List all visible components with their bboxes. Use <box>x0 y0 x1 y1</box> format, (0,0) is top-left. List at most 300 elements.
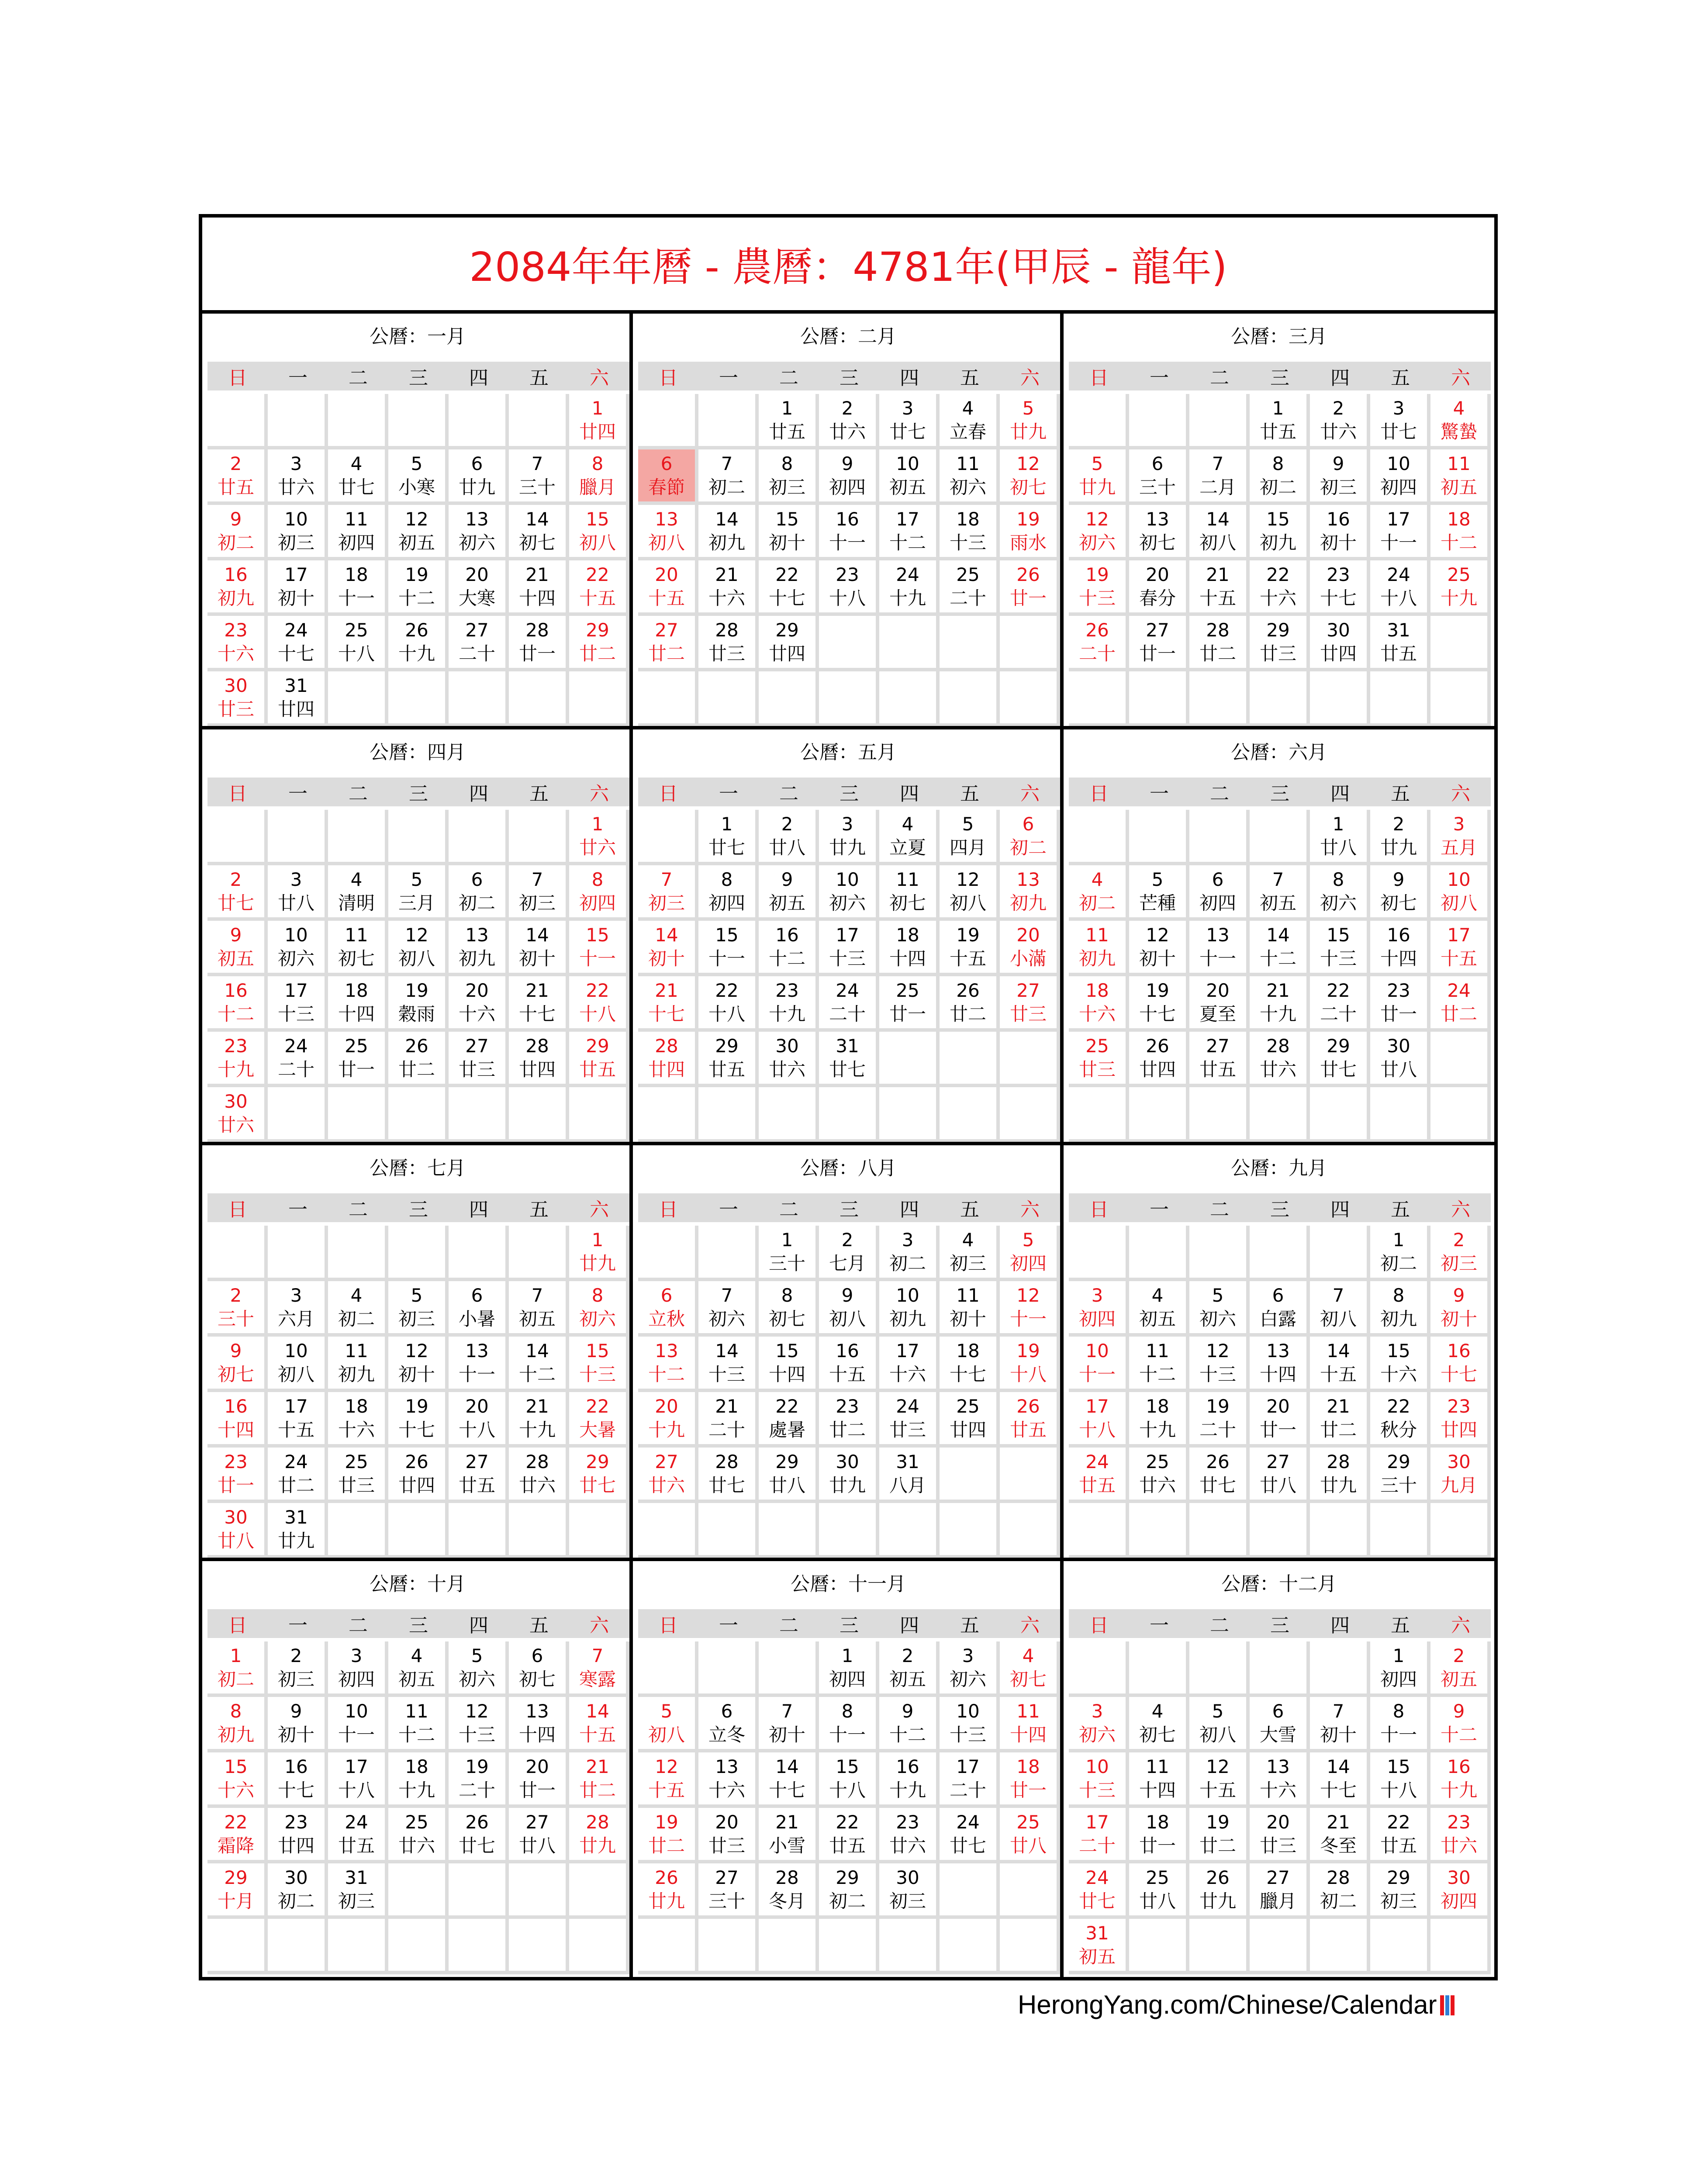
day-cell <box>1189 505 1250 560</box>
solar-day: 14 <box>1206 508 1230 530</box>
lunar-day: 初七 <box>1009 476 1047 498</box>
solar-day: 7 <box>531 868 543 890</box>
lunar-day: 初三 <box>277 532 314 553</box>
lunar-day: 初七 <box>1139 1724 1176 1745</box>
solar-day: 2 <box>841 1229 853 1251</box>
day-cell <box>388 616 449 671</box>
weekday-label: 一 <box>1150 1614 1169 1637</box>
day-cell <box>1000 810 1060 865</box>
solar-day: 14 <box>715 1340 739 1362</box>
lunar-day: 初四 <box>1009 1252 1047 1274</box>
solar-day: 26 <box>655 1866 678 1888</box>
lunar-day: 初二 <box>338 1308 375 1330</box>
lunar-day: 雨水 <box>1009 532 1047 553</box>
empty-cell <box>819 616 879 671</box>
empty-cell <box>449 1863 509 1919</box>
lunar-day: 初八 <box>648 1724 685 1745</box>
solar-day: 9 <box>230 1340 242 1362</box>
solar-day: 14 <box>1266 924 1290 946</box>
weekday-label: 三 <box>409 1614 428 1637</box>
solar-day: 18 <box>956 1340 980 1362</box>
empty-cell <box>940 1448 1000 1503</box>
day-cell <box>1250 394 1310 449</box>
solar-day: 11 <box>956 453 980 474</box>
day-cell <box>1129 1392 1189 1448</box>
solar-day: 24 <box>284 1035 308 1057</box>
solar-day: 18 <box>1146 1395 1169 1417</box>
lunar-day: 初四 <box>579 892 616 914</box>
day-cell <box>388 1448 449 1503</box>
lunar-day: 廿二 <box>949 1003 986 1025</box>
solar-day: 12 <box>1206 1340 1230 1362</box>
day-cell <box>819 1392 879 1448</box>
solar-day: 22 <box>586 563 609 585</box>
solar-day: 8 <box>1332 868 1344 890</box>
day-cell <box>1129 449 1189 505</box>
lunar-day: 十九 <box>1139 1419 1176 1441</box>
lunar-day: 二十 <box>949 1779 986 1801</box>
day-cell <box>940 1752 1000 1808</box>
lunar-day: 廿一 <box>338 1058 375 1080</box>
solar-day: 17 <box>836 924 859 946</box>
weekday-label: 二 <box>1210 1614 1229 1637</box>
lunar-day: 初四 <box>829 476 866 498</box>
lunar-day: 初八 <box>829 1308 866 1330</box>
solar-day: 15 <box>586 508 609 530</box>
day-cell <box>388 1697 449 1752</box>
solar-day: 4 <box>1151 1284 1164 1306</box>
day-cell <box>698 1337 759 1392</box>
empty-cell <box>569 1087 629 1143</box>
empty-cell <box>207 1919 268 1974</box>
solar-day: 28 <box>1327 1866 1350 1888</box>
solar-day: 13 <box>1206 924 1230 946</box>
day-cell <box>879 1641 940 1697</box>
lunar-day: 二十 <box>949 587 986 609</box>
lunar-day: 初八 <box>1199 1724 1236 1745</box>
lunar-day: 初三 <box>1320 476 1357 498</box>
lunar-day: 十五 <box>579 1724 616 1745</box>
solar-day: 21 <box>1327 1811 1350 1833</box>
day-cell <box>1310 560 1370 616</box>
solar-day: 18 <box>1447 508 1471 530</box>
weekday-label: 日 <box>1089 1614 1109 1637</box>
solar-day: 3 <box>841 813 853 835</box>
lunar-day: 初二 <box>1380 1252 1417 1274</box>
lunar-day: 初二 <box>1009 836 1047 858</box>
lunar-day: 十六 <box>1078 1003 1116 1025</box>
solar-day: 14 <box>1327 1755 1350 1777</box>
day-cell <box>1129 921 1189 976</box>
day-grid <box>638 1226 1060 1559</box>
day-cell <box>940 921 1000 976</box>
lunar-day: 初八 <box>1440 892 1477 914</box>
solar-day: 19 <box>405 979 428 1001</box>
empty-cell <box>328 1087 388 1143</box>
empty-cell <box>1250 810 1310 865</box>
solar-day: 26 <box>1206 1451 1230 1472</box>
day-cell <box>388 1808 449 1863</box>
solar-day: 2 <box>290 1645 302 1666</box>
lunar-day: 廿八 <box>768 1474 805 1496</box>
weekday-label: 四 <box>900 783 919 805</box>
solar-day: 29 <box>586 619 609 641</box>
empty-cell <box>1129 394 1189 449</box>
solar-day: 9 <box>230 508 242 530</box>
lunar-day: 初七 <box>217 1363 254 1385</box>
empty-cell <box>1189 394 1250 449</box>
empty-cell <box>509 1919 569 1974</box>
lunar-day: 十月 <box>217 1890 254 1912</box>
lunar-day: 十二 <box>398 1724 435 1745</box>
weekday-label: 六 <box>590 1614 609 1637</box>
solar-day: 14 <box>586 1700 609 1722</box>
solar-day: 21 <box>1206 563 1230 585</box>
empty-cell <box>638 1641 698 1697</box>
lunar-day: 廿五 <box>1009 1419 1047 1441</box>
solar-day: 24 <box>345 1811 368 1833</box>
lunar-day: 五月 <box>1440 836 1477 858</box>
day-cell <box>1310 1697 1370 1752</box>
day-cell <box>1189 1032 1250 1087</box>
day-cell <box>268 1697 328 1752</box>
solar-day: 1 <box>591 813 604 835</box>
lunar-day: 十二 <box>1440 532 1477 553</box>
lunar-day: 廿八 <box>217 1530 254 1552</box>
day-cell <box>509 505 569 560</box>
day-cell <box>207 1337 268 1392</box>
empty-cell <box>388 810 449 865</box>
day-cell <box>1370 449 1430 505</box>
weekday-header <box>1069 778 1491 806</box>
day-cell <box>449 505 509 560</box>
empty-cell <box>698 1503 759 1559</box>
day-cell <box>1129 1863 1189 1919</box>
day-cell <box>940 394 1000 449</box>
solar-day: 24 <box>896 563 919 585</box>
day-cell <box>879 1392 940 1448</box>
empty-cell <box>1129 1503 1189 1559</box>
day-cell <box>638 505 698 560</box>
lunar-day: 十一 <box>829 1724 866 1745</box>
lunar-day: 十九 <box>1440 587 1477 609</box>
solar-day: 16 <box>1387 924 1410 946</box>
day-cell <box>1430 1752 1491 1808</box>
day-cell <box>1310 976 1370 1032</box>
solar-day: 28 <box>586 1811 609 1833</box>
solar-day: 29 <box>715 1035 739 1057</box>
solar-day: 25 <box>1146 1451 1169 1472</box>
weekday-header <box>1069 362 1491 390</box>
day-cell <box>1430 394 1491 449</box>
lunar-day: 十二 <box>1440 1724 1477 1745</box>
solar-day: 15 <box>1266 508 1290 530</box>
lunar-day: 二十 <box>277 1058 314 1080</box>
lunar-day: 七月 <box>829 1252 866 1274</box>
solar-day: 20 <box>465 979 489 1001</box>
lunar-day: 初七 <box>889 892 926 914</box>
empty-cell <box>509 1087 569 1143</box>
lunar-day: 廿三 <box>338 1474 375 1496</box>
solar-day: 23 <box>224 619 248 641</box>
day-cell <box>268 1337 328 1392</box>
weekday-label: 二 <box>349 1199 368 1221</box>
solar-day: 25 <box>1146 1866 1169 1888</box>
day-cell <box>1069 449 1129 505</box>
lunar-day: 二十 <box>1199 1419 1236 1441</box>
solar-day: 8 <box>1392 1284 1405 1306</box>
solar-day: 8 <box>781 1284 793 1306</box>
empty-cell <box>759 1641 819 1697</box>
lunar-day: 初二 <box>277 1890 314 1912</box>
solar-day: 11 <box>1016 1700 1040 1722</box>
day-cell <box>1189 921 1250 976</box>
lunar-day: 立夏 <box>889 836 926 858</box>
lunar-day: 廿九 <box>829 836 866 858</box>
day-cell <box>449 1281 509 1337</box>
solar-day: 28 <box>525 619 549 641</box>
lunar-day: 初九 <box>1259 532 1296 553</box>
lunar-day: 初八 <box>398 947 435 969</box>
weekday-label: 三 <box>409 1199 428 1221</box>
day-cell <box>207 1697 268 1752</box>
lunar-day: 冬月 <box>768 1890 805 1912</box>
solar-day: 15 <box>775 508 799 530</box>
day-cell <box>1250 505 1310 560</box>
day-cell <box>328 1448 388 1503</box>
lunar-day: 十六 <box>1380 1363 1417 1385</box>
weekday-label: 一 <box>719 783 738 805</box>
empty-cell <box>388 1503 449 1559</box>
solar-day: 17 <box>284 979 308 1001</box>
day-cell <box>388 1752 449 1808</box>
weekday-label: 五 <box>960 367 979 389</box>
lunar-day: 初六 <box>579 1308 616 1330</box>
empty-cell <box>1000 671 1060 727</box>
lunar-day: 二月 <box>1199 476 1236 498</box>
day-cell <box>207 1087 268 1143</box>
empty-cell <box>1250 1919 1310 1974</box>
lunar-day: 廿九 <box>829 1474 866 1496</box>
weekday-label: 五 <box>1391 367 1410 389</box>
day-cell <box>819 1697 879 1752</box>
day-cell <box>759 865 819 921</box>
solar-day: 7 <box>1212 453 1224 474</box>
solar-day: 1 <box>1392 1645 1405 1666</box>
row-divider <box>202 1142 1494 1145</box>
lunar-day: 初四 <box>1440 1890 1477 1912</box>
solar-day: 1 <box>841 1645 853 1666</box>
empty-cell <box>569 1863 629 1919</box>
day-cell <box>509 1752 569 1808</box>
solar-day: 17 <box>1085 1811 1109 1833</box>
day-cell <box>1370 1863 1430 1919</box>
lunar-day: 廿九 <box>458 476 495 498</box>
day-cell <box>328 560 388 616</box>
empty-cell <box>207 1226 268 1281</box>
lunar-day: 初六 <box>277 947 314 969</box>
day-cell <box>1069 865 1129 921</box>
month-block <box>202 1561 633 1977</box>
solar-day: 18 <box>896 924 919 946</box>
empty-cell <box>1069 1641 1129 1697</box>
day-cell <box>879 921 940 976</box>
solar-day: 24 <box>284 1451 308 1472</box>
lunar-day: 初二 <box>217 532 254 553</box>
day-cell <box>1430 560 1491 616</box>
lunar-day: 廿八 <box>768 836 805 858</box>
day-cell <box>1129 505 1189 560</box>
solar-day: 29 <box>775 619 799 641</box>
day-cell <box>1000 560 1060 616</box>
day-cell <box>940 1337 1000 1392</box>
day-cell <box>207 1448 268 1503</box>
solar-day: 2 <box>1392 813 1405 835</box>
day-cell <box>1000 505 1060 560</box>
lunar-day: 初四 <box>708 892 745 914</box>
lunar-day: 初七 <box>1380 892 1417 914</box>
weekday-label: 三 <box>840 1199 859 1221</box>
lunar-day: 大暑 <box>579 1419 616 1441</box>
day-cell <box>207 1641 268 1697</box>
day-cell <box>1310 616 1370 671</box>
day-cell <box>207 505 268 560</box>
solar-day: 18 <box>1016 1755 1040 1777</box>
weekday-label: 三 <box>409 783 428 805</box>
lunar-day: 初三 <box>398 1308 435 1330</box>
solar-day: 28 <box>775 1866 799 1888</box>
solar-day: 6 <box>721 1700 733 1722</box>
solar-day: 17 <box>284 563 308 585</box>
solar-day: 27 <box>1146 619 1169 641</box>
day-cell <box>268 921 328 976</box>
day-cell <box>1129 1752 1189 1808</box>
day-cell <box>1000 976 1060 1032</box>
lunar-day: 十七 <box>768 1779 805 1801</box>
weekday-label: 日 <box>659 1199 678 1221</box>
day-cell <box>1189 1697 1250 1752</box>
solar-day: 21 <box>525 563 549 585</box>
solar-day: 4 <box>962 1229 974 1251</box>
day-cell <box>759 1863 819 1919</box>
day-cell <box>1000 1641 1060 1697</box>
lunar-day: 十三 <box>949 1724 986 1745</box>
solar-day: 10 <box>284 924 308 946</box>
weekday-label: 一 <box>719 1199 738 1221</box>
solar-day: 6 <box>660 1284 673 1306</box>
solar-day: 27 <box>715 1866 739 1888</box>
lunar-day: 初九 <box>338 1363 375 1385</box>
lunar-day: 二十 <box>1320 1003 1357 1025</box>
lunar-day: 初二 <box>829 1890 866 1912</box>
solar-day: 26 <box>465 1811 489 1833</box>
day-cell <box>388 1032 449 1087</box>
day-cell <box>940 1226 1000 1281</box>
empty-cell <box>268 1919 328 1974</box>
lunar-day: 初五 <box>1259 892 1296 914</box>
empty-cell <box>698 1226 759 1281</box>
day-cell <box>940 1808 1000 1863</box>
solar-day: 27 <box>655 619 678 641</box>
solar-day: 30 <box>1447 1451 1471 1472</box>
solar-day: 10 <box>1447 868 1471 890</box>
day-cell <box>698 449 759 505</box>
solar-day: 19 <box>405 1395 428 1417</box>
solar-day: 27 <box>655 1451 678 1472</box>
lunar-day: 小暑 <box>458 1308 495 1330</box>
day-cell <box>268 560 328 616</box>
day-cell <box>449 1808 509 1863</box>
lunar-day: 初六 <box>949 476 986 498</box>
weekday-label: 六 <box>1451 367 1470 389</box>
solar-day: 5 <box>411 868 423 890</box>
empty-cell <box>1430 671 1491 727</box>
day-cell <box>638 1752 698 1808</box>
day-cell <box>1000 1808 1060 1863</box>
solar-day: 28 <box>525 1035 549 1057</box>
empty-cell <box>638 1087 698 1143</box>
solar-day: 30 <box>1327 619 1350 641</box>
lunar-day: 初四 <box>1380 476 1417 498</box>
day-cell <box>1430 865 1491 921</box>
solar-day: 6 <box>1272 1700 1284 1722</box>
lunar-day: 廿二 <box>1199 1835 1236 1856</box>
empty-cell <box>569 1503 629 1559</box>
day-cell <box>509 449 569 505</box>
solar-day: 3 <box>962 1645 974 1666</box>
day-cell <box>388 449 449 505</box>
footer-text: HerongYang.com/Chinese/Calendar <box>1018 1990 1437 2019</box>
day-cell <box>509 1392 569 1448</box>
solar-day: 9 <box>230 924 242 946</box>
lunar-day: 初六 <box>1078 1724 1116 1745</box>
lunar-day: 初五 <box>217 947 254 969</box>
weekday-label: 六 <box>590 367 609 389</box>
empty-cell <box>1310 1641 1370 1697</box>
solar-day: 25 <box>345 1451 368 1472</box>
lunar-day: 初五 <box>1440 1668 1477 1690</box>
empty-cell <box>268 1226 328 1281</box>
day-cell <box>940 1641 1000 1697</box>
day-cell <box>509 1808 569 1863</box>
empty-cell <box>449 1087 509 1143</box>
empty-cell <box>1129 1087 1189 1143</box>
lunar-day: 十六 <box>458 1003 495 1025</box>
lunar-day: 十一 <box>708 947 745 969</box>
lunar-day: 廿八 <box>277 892 314 914</box>
day-cell <box>268 1863 328 1919</box>
lunar-day: 芒種 <box>1139 892 1176 914</box>
day-cell <box>1000 1697 1060 1752</box>
lunar-day: 十九 <box>768 1003 805 1025</box>
lunar-day: 廿一 <box>518 643 556 664</box>
lunar-day: 十七 <box>277 643 314 664</box>
lunar-day: 初十 <box>398 1363 435 1385</box>
day-cell <box>1430 921 1491 976</box>
empty-cell <box>268 1087 328 1143</box>
solar-day: 6 <box>660 453 673 474</box>
lunar-day: 廿六 <box>1259 1058 1296 1080</box>
solar-day: 15 <box>586 1340 609 1362</box>
solar-day: 8 <box>591 868 604 890</box>
weekday-label: 一 <box>719 1614 738 1637</box>
day-cell <box>819 505 879 560</box>
lunar-day: 初九 <box>217 1724 254 1745</box>
day-cell <box>638 616 698 671</box>
empty-cell <box>1000 1032 1060 1087</box>
lunar-day: 廿四 <box>398 1474 435 1496</box>
day-cell <box>819 865 879 921</box>
